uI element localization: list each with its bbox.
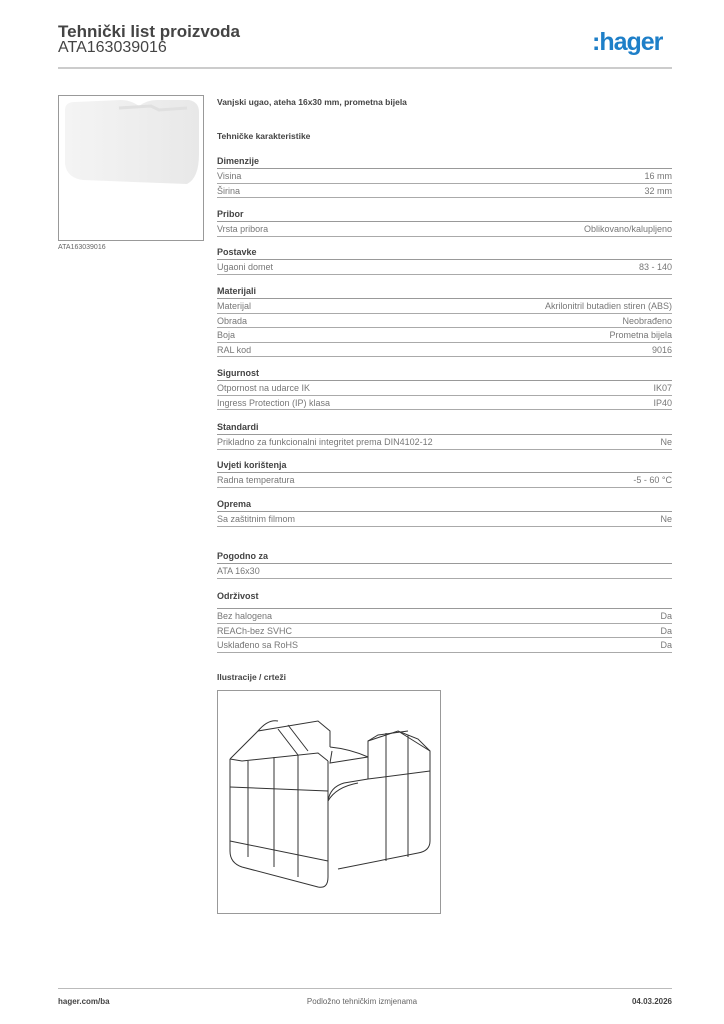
product-code: ATA163039016 — [58, 39, 167, 56]
spec-label: Ugaoni domet — [217, 262, 274, 272]
spec-row — [217, 512, 672, 527]
section-pogodno-za — [217, 550, 672, 579]
section-title: Oprema — [217, 498, 672, 512]
product-image — [58, 95, 204, 241]
section-title: Postavke — [217, 246, 672, 260]
spec-row — [217, 473, 672, 488]
footer-divider — [58, 988, 672, 989]
spec-value: -5 - 60 °C — [633, 475, 672, 485]
spec-row — [217, 638, 672, 653]
spec-row — [217, 609, 672, 624]
section-title: Standardi — [217, 421, 672, 435]
spec-row — [217, 396, 672, 411]
section-uvjeti-kori-tenja — [217, 459, 672, 488]
section-odr-ivost — [217, 590, 672, 653]
spec-value: Neobrađeno — [622, 315, 672, 326]
spec-label: Usklađeno sa RoHS — [217, 640, 299, 650]
section-title: Održivost — [217, 590, 672, 609]
spec-row — [217, 314, 672, 329]
spec-label: Materijal — [217, 301, 252, 311]
spec-label: Sa zaštitnim filmom — [217, 514, 296, 524]
section-dimenzije — [217, 155, 672, 198]
spec-label: Ingress Protection (IP) klasa — [217, 397, 331, 408]
spec-value: 83 - 140 — [638, 262, 672, 272]
spec-value: Da — [660, 625, 672, 636]
spec-row — [217, 381, 672, 396]
footer-date: 04.03.2026 — [631, 997, 672, 1006]
spec-label: Boja — [217, 330, 236, 340]
spec-row — [217, 343, 672, 358]
spec-row — [217, 435, 672, 450]
section-title: Dimenzije — [217, 155, 672, 169]
section-title: Uvjeti korištenja — [217, 459, 672, 473]
spec-row — [217, 184, 672, 199]
tech-heading: Tehničke karakteristike — [217, 131, 311, 141]
spec-label: REACh-bez SVHC — [217, 625, 293, 636]
spec-label: Vrsta pribora — [217, 224, 269, 234]
spec-value: 9016 — [651, 344, 672, 355]
spec-label: Otpornost na udarce IK — [217, 383, 311, 393]
spec-label: Obrada — [217, 315, 248, 326]
spec-row — [217, 260, 672, 275]
section-postavke — [217, 246, 672, 275]
spec-label: Širina — [217, 185, 241, 196]
spec-value: Prometna bijela — [609, 330, 672, 340]
section-sigurnost — [217, 367, 672, 410]
page-title: Tehnički list proizvoda — [58, 22, 240, 41]
spec-label: Radna temperatura — [217, 475, 295, 485]
spec-value: 16 mm — [644, 171, 672, 181]
spec-value: IK07 — [653, 383, 672, 393]
technical-drawing — [217, 690, 441, 914]
footer-website[interactable]: hager.com/ba — [58, 997, 110, 1006]
illustrations-heading: Ilustracije / crteži — [217, 672, 286, 682]
image-caption: ATA163039016 — [58, 244, 106, 251]
product-description: Vanjski ugao, ateha 16x30 mm, prometna bijela — [217, 97, 407, 107]
section-title: Materijali — [217, 285, 672, 299]
spec-value: Akrilonitril butadien stiren (ABS) — [544, 301, 672, 311]
spec-label: ATA 16x30 — [217, 566, 260, 576]
hager-logo: :hager — [592, 28, 663, 56]
spec-row — [217, 222, 672, 237]
spec-value: Da — [660, 640, 672, 650]
spec-label: RAL kod — [217, 344, 252, 355]
spec-value: Ne — [660, 437, 672, 447]
spec-value: IP40 — [653, 397, 672, 408]
spec-label: Bez halogena — [217, 611, 273, 621]
spec-row — [217, 328, 672, 343]
spec-row — [217, 624, 672, 639]
spec-label: Prikladno za funkcionalni integritet prema DIN4102-12 — [217, 437, 433, 447]
spec-value: 32 mm — [644, 185, 672, 196]
section-title: Pogodno za — [217, 550, 672, 564]
section-pribor — [217, 208, 672, 237]
spec-value: Da — [660, 611, 672, 621]
section-oprema — [217, 498, 672, 527]
section-materijali — [217, 285, 672, 357]
header-divider — [58, 67, 672, 69]
spec-value: Oblikovano/kalupljeno — [583, 224, 672, 234]
section-title: Pribor — [217, 208, 672, 222]
section-title: Sigurnost — [217, 367, 672, 381]
spec-row — [217, 564, 672, 579]
section-standardi — [217, 421, 672, 450]
footer-note: Podložno tehničkim izmjenama — [306, 997, 418, 1006]
spec-row — [217, 169, 672, 184]
spec-row — [217, 299, 672, 314]
spec-label: Visina — [217, 171, 242, 181]
spec-value: Ne — [660, 514, 672, 524]
